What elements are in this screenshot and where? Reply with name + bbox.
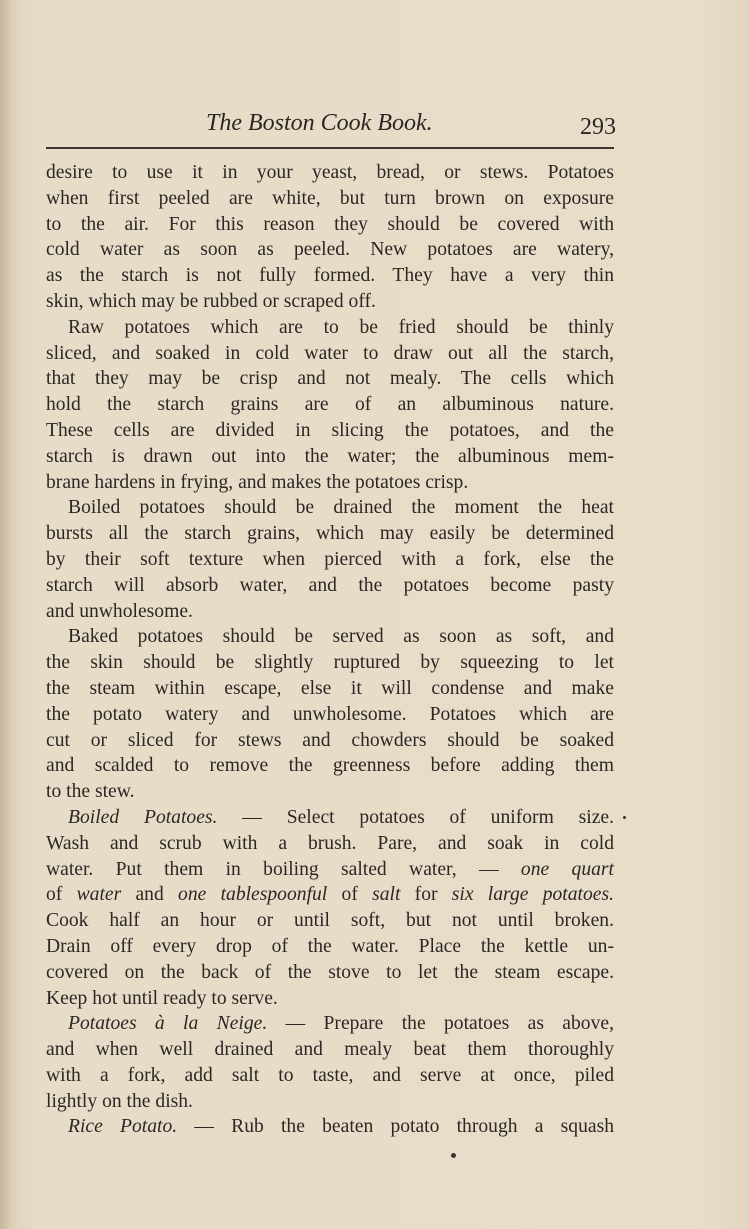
paragraph-start-line: Baked potatoes should be served as soon as soft, and [68,626,614,648]
running-title: The Boston Cook Book. [206,110,433,136]
text-line: that they may be crisp and not mealy. The cells which [46,368,614,390]
body-text [46,160,614,1140]
recipe-heading-line: Potatoes à la Neige. — Prepare the potatoes as above, [68,1013,614,1035]
recipe-heading-line: Rice Potato. — Rub the beaten potato through a squash [68,1116,614,1138]
italic-phrase: Rice Potato. [68,1116,178,1138]
text-line: starch will absorb water, and the potatoes become pasty [46,574,614,596]
text-line: hold the starch grains are of an albuminous nature. [46,394,614,416]
text-line: of water and one tablespoonful of salt for six large potatoes. [46,884,614,906]
text-line: to the air. For this reason they should be covered with [46,213,614,235]
italic-phrase: six large potatoes. [451,884,614,906]
text-line: bursts all the starch grains, which may easily be determined [46,523,614,545]
italic-phrase: water [76,884,122,906]
text-line: water. Put them in boiling salted water, — one quart [46,858,614,880]
text-line: Drain off every drop of the water. Place the kettle un- [46,935,614,957]
text-line: These cells are divided in slicing the potatoes, and the [46,419,614,441]
page-number: 293 [580,114,616,140]
italic-phrase: one quart [520,858,614,880]
text-line: Wash and scrub with a brush. Pare, and soak in cold [46,832,614,854]
text-line: covered on the back of the stove to let the steam escape. [46,961,614,983]
text-line: lightly on the dish. [46,1090,193,1112]
text-line: starch is drawn out into the water; the albuminous mem- [46,445,614,467]
text-line: to the stew. [46,781,135,803]
text-line: when first peeled are white, but turn brown on exposure [46,187,614,209]
italic-phrase: salt [372,884,401,906]
text-line: and unwholesome. [46,600,193,622]
text-line: with a fork, add salt to taste, and serve at once, piled [46,1064,614,1086]
text-line: cut or sliced for stews and chowders should be soaked [46,729,614,751]
text-line: desire to use it in your yeast, bread, or stews. Potatoes [46,162,614,183]
page-gutter-shadow [0,0,10,1229]
text-line: brane hardens in frying, and makes the potatoes crisp. [46,471,469,493]
page-header [46,108,616,148]
italic-phrase: one tablespoonful [178,884,328,906]
text-line: the potato watery and unwholesome. Potatoes which are [46,703,614,725]
paragraph-start-line: Raw potatoes which are to be fried should be thinly [68,316,614,338]
italic-phrase: Boiled Potatoes. [68,806,218,828]
text-line: by their soft texture when pierced with a fork, else the [46,548,614,570]
italic-phrase: Potatoes à la Neige. [68,1013,268,1035]
text-line: as the starch is not fully formed. They have a very thin [46,265,614,287]
paragraph-start-line: Boiled potatoes should be drained the moment the heat [68,497,614,519]
text-line: the steam within escape, else it will condense and make [46,677,614,699]
text-line: the skin should be slightly ruptured by squeezing to let [46,652,614,674]
text-line: and when well drained and mealy beat them thoroughly [46,1039,614,1061]
text-line: skin, which may be rubbed or scraped off. [46,290,376,312]
text-line: sliced, and soaked in cold water to draw out all the starch, [46,342,614,364]
ink-speck [623,816,626,819]
text-line: cold water as soon as peeled. New potatoes are watery, [46,239,614,261]
text-line: and scalded to remove the greenness before adding them [46,755,614,777]
text-line: Cook half an hour or until soft, but not until broken. [46,910,614,932]
ink-speck [451,1153,456,1158]
header-rule [46,147,614,149]
recipe-heading-line: Boiled Potatoes. — Select potatoes of uniform size. [68,806,615,828]
text-line: Keep hot until ready to serve. [46,987,278,1009]
